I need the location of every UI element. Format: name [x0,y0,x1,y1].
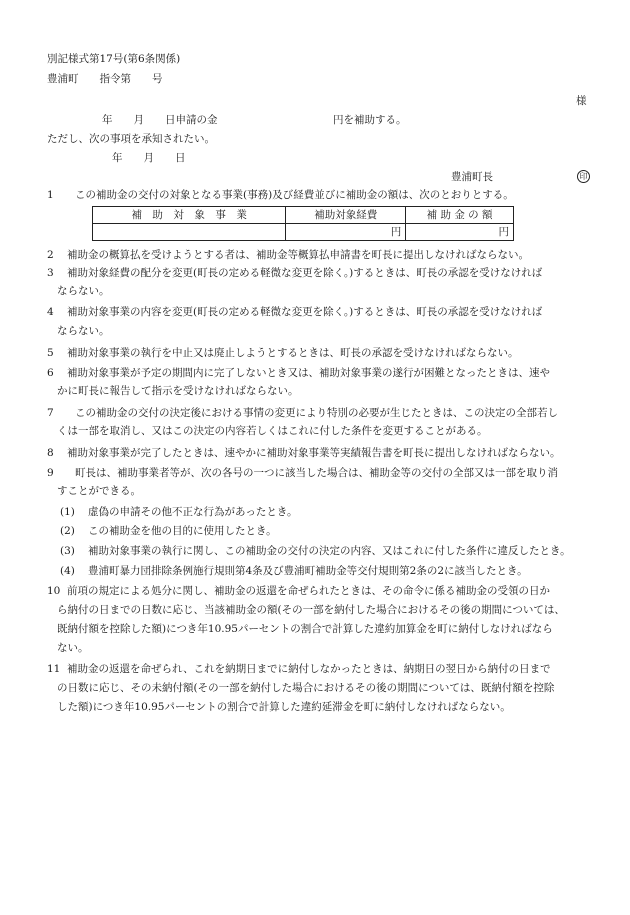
item-text: この補助金の交付の決定後における事情の変更により特別の必要が生じたときは、この決定の全部若し [75,407,558,419]
application-line: 年 月 日申請の金 円を補助する。 [102,114,407,126]
addressee-suffix: 様 [576,95,587,107]
list-item [47,190,514,201]
list-item [47,250,529,261]
item-text: 補助対象事業の執行を中止又は廃止しようとするときは、町長の承認を受けなければならない。 [67,347,519,359]
list-item [47,348,519,359]
proviso-text: ただし、次の事項を承知されたい。 [47,133,215,145]
item-number: 3 [47,267,54,279]
sub-item [60,526,277,537]
list-item [47,268,542,279]
list-item [47,664,551,675]
item-text-cont: ならない。 [57,285,110,297]
item-text-cont: ならない。 [57,325,110,337]
sub-item-text: 補助対象事業の執行に関し、この補助金の交付の決定の内容、又はこれに付した条件に違反したとき。 [88,545,571,557]
decision-date: 年 月 日 [112,152,186,164]
list-item [47,307,542,318]
table-header-row [93,207,514,224]
item-text-cont: ら納付の日までの日数に応じ、当該補助金の額(その一部を納付した場合におけるその後の期間については、 [57,604,565,616]
table-cell: 円 [406,224,514,241]
item-number: 5 [47,347,54,359]
list-item [47,468,558,479]
list-item [47,448,561,459]
sub-item [60,566,528,577]
sub-item-number: (4) [60,565,75,577]
list-item [47,368,550,379]
item-text: 町長は、補助事業者等が、次の各号の一つに該当した場合は、補助金等の交付の全部又は一部を取り消 [75,467,558,479]
item-number: 2 [47,249,54,261]
directive-number: 豊浦町 指令第 号 [47,73,163,85]
seal-mark: 印 [577,170,590,183]
sub-item-number: (2) [60,525,75,537]
item-text: 補助対象事業の内容を変更(町長の定める軽微な変更を除く。)するときは、町長の承認を受けなければ [67,306,543,318]
item-text-cont: すことができる。 [57,485,141,497]
item-number: 7 [47,407,54,419]
table-row [93,224,514,241]
item-text: 補助対象事業が完了したときは、速やかに補助対象事業等実績報告書を町長に提出しなければならない。 [67,447,561,459]
issuer-name: 豊浦町長 [451,171,493,183]
item-number: 1 [47,189,54,201]
item-text: 補助対象経費の配分を変更(町長の定める軽微な変更を除く。)するときは、町長の承認を受けなければ [67,267,543,279]
item-number: 11 [47,663,61,675]
form-header: 別記様式第17号(第6条関係) [47,53,181,65]
sub-item-number: (1) [60,506,75,518]
item-text: 補助金の返還を命ぜられ、これを納期日までに納付しなかったときは、納期日の翌日から納付の日まで [67,663,551,675]
table-cell [93,224,286,241]
sub-item-text: 豊浦町暴力団排除条例施行規則第4条及び豊浦町補助金等交付規則第2条の2に該当したとき。 [88,565,528,577]
sub-item [60,546,571,557]
list-item [47,586,550,597]
sub-item-number: (3) [60,545,75,557]
item-text-cont: ない。 [57,642,89,654]
item-number: 10 [47,585,61,597]
item-text-cont: くは一部を取消し、又はこの決定の内容若しくはこれに付した条件を変更することがある。 [57,425,488,437]
table-cell: 円 [286,224,406,241]
subsidy-amount-table [92,206,514,241]
item-text: 補助金の概算払を受けようとする者は、補助金等概算払申請書を町長に提出しなければならない。 [67,249,529,261]
item-text: この補助金の交付の対象となる事業(事務)及び経費並びに補助金の額は、次のとおりとする。 [75,189,514,201]
list-item [47,408,558,419]
item-number: 8 [47,447,54,459]
sub-item-text: 虚偽の申請その他不正な行為があったとき。 [88,506,298,518]
sub-item-text: この補助金を他の目的に使用したとき。 [88,525,277,537]
item-text-cont: 既納付額を控除した額)につき年10.95パーセントの割合で計算した違約加算金を町に納付しなければなら [57,623,553,635]
table-header: 補 助 金 の 額 [406,207,514,224]
item-text: 補助対象事業が予定の期間内に完了しないとき又は、補助対象事業の遂行が困難となったときは、速や [67,367,550,379]
item-number: 4 [47,306,54,318]
item-text-cont: かに町長に報告して指示を受けなければならない。 [57,385,299,397]
table-header: 補 助 対 象 事 業 [93,207,286,224]
item-number: 9 [47,467,54,479]
item-text-cont: の日数に応じ、その未納付額(その一部を納付した場合におけるその後の期間については、既納付額を控除 [57,682,555,694]
table-header: 補助対象経費 [286,207,406,224]
item-text: 前項の規定による処分に関し、補助金の返還を命ぜられたときは、その命令に係る補助金の受領の日か [67,585,550,597]
item-text-cont: した額)につき年10.95パーセントの割合で計算した違約延滞金を町に納付しなければならない。 [57,701,511,713]
item-number: 6 [47,367,54,379]
sub-item [60,507,297,518]
